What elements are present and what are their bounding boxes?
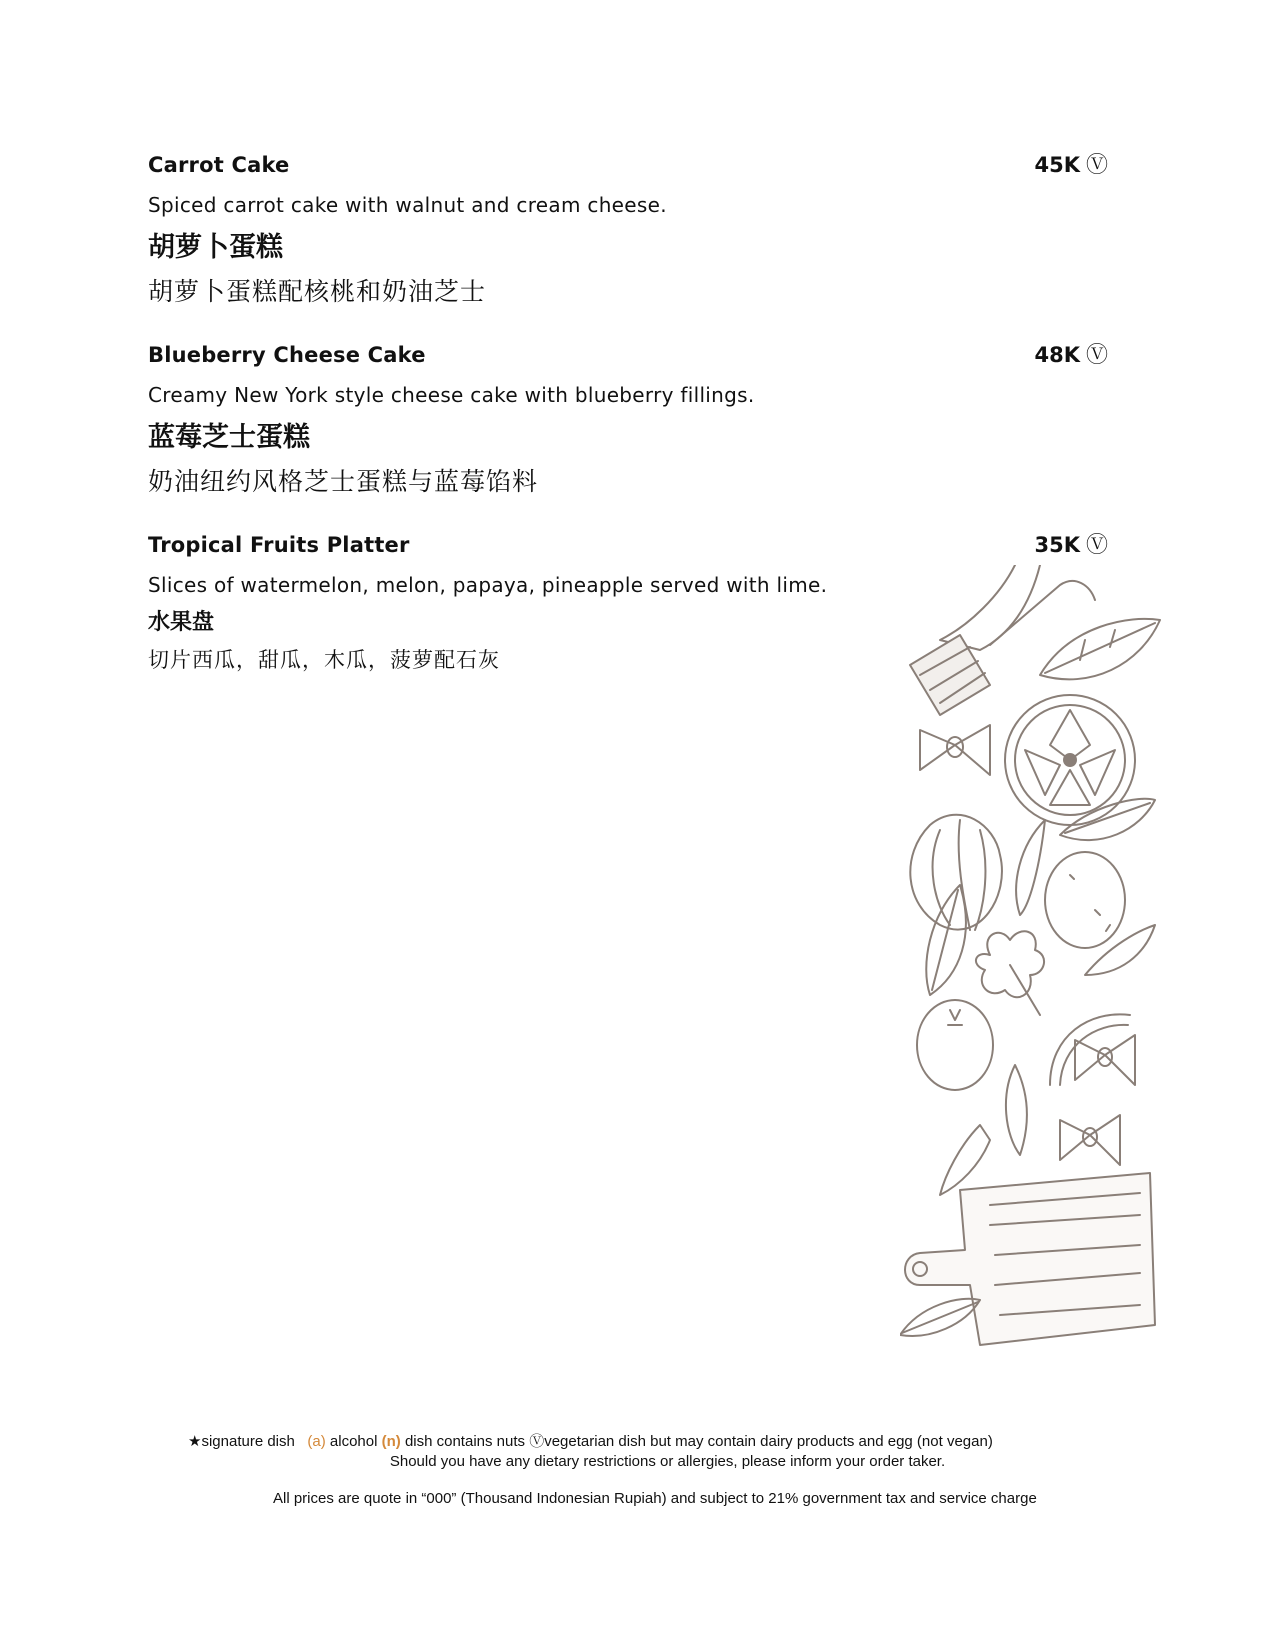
vegetarian-icon: Ⓥ [1085, 343, 1108, 368]
item-name: Tropical Fruits Platter [148, 533, 410, 557]
leaf-icon [1006, 1065, 1027, 1155]
citrus-slice-icon [1005, 695, 1135, 825]
item-chinese-name: 水果盘 [148, 610, 215, 635]
pasta-bow-icon [1060, 1115, 1120, 1165]
leaf-icon [1085, 925, 1155, 975]
item-header [148, 528, 1108, 559]
onion-icon [910, 815, 1002, 930]
legend-nuts-code: (n) [381, 1433, 401, 1450]
item-chinese-name: 胡萝卜蛋糕 [148, 232, 283, 263]
price-value: 48K [1034, 343, 1080, 367]
legend-veg: vegetarian dish but may contain dairy products and egg (not vegan) [544, 1433, 993, 1450]
price-note: All prices are quote in “000” (Thousand Indonesian Rupiah) and subject to 21% government tax and service charge [273, 1490, 1037, 1507]
legend-signature: signature dish [201, 1433, 295, 1450]
menu-item-blueberry-cheese-cake [148, 338, 1108, 498]
legend-alcohol: alcohol [329, 1433, 378, 1450]
menu-item-carrot-cake [148, 148, 1108, 308]
price-value: 45K [1034, 153, 1080, 177]
item-name: Blueberry Cheese Cake [148, 343, 426, 367]
leaf-icon [926, 885, 966, 995]
item-price [1034, 148, 1108, 179]
allergy-note: Should you have any dietary restrictions or allergies, please inform your order taker. [389, 1453, 946, 1470]
pasta-bow-icon [920, 725, 990, 775]
vegetarian-icon: Ⓥ [1085, 153, 1108, 178]
item-description: Spiced carrot cake with walnut and cream cheese. [148, 193, 667, 217]
legend-symbols [188, 1430, 1275, 1451]
item-chinese-name: 蓝莓芝士蛋糕 [148, 422, 310, 453]
item-header [148, 338, 1108, 369]
item-description: Slices of watermelon, melon, papaya, pineapple served with lime. [148, 573, 828, 597]
item-name: Carrot Cake [148, 153, 290, 177]
item-chinese-description: 切片西瓜，甜瓜，木瓜，菠萝配石灰 [148, 648, 500, 672]
cutting-board-icon [905, 1173, 1155, 1345]
item-price [1034, 528, 1108, 559]
item-chinese-description: 奶油纽约风格芝士蛋糕与蓝莓馅料 [148, 467, 539, 496]
pasta-bow-icon [1075, 1035, 1135, 1085]
brush-icon [910, 565, 1095, 715]
food-illustration [900, 565, 1220, 1390]
chili-pepper-icon [940, 1125, 990, 1195]
vegetarian-icon: Ⓥ [1085, 533, 1108, 558]
leaf-icon [1040, 619, 1160, 680]
leaf-icon [900, 1299, 980, 1336]
potato-icon [1045, 852, 1125, 948]
legend-nuts: dish contains nuts [404, 1433, 526, 1450]
tomato-icon [917, 1000, 993, 1090]
parsley-icon [976, 931, 1044, 1015]
item-chinese-description: 胡萝卜蛋糕配核桃和奶油芝士 [148, 277, 487, 306]
star-icon: ★ [188, 1433, 202, 1450]
chili-pepper-icon [1016, 820, 1045, 915]
price-value: 35K [1034, 533, 1080, 557]
legend-alcohol-code: (a) [307, 1433, 326, 1450]
vegetarian-icon: Ⓥ [529, 1433, 545, 1450]
lime-half-icon [1050, 1014, 1130, 1085]
item-price [1034, 338, 1108, 369]
item-header [148, 148, 1108, 179]
item-description: Creamy New York style cheese cake with blueberry fillings. [148, 383, 755, 407]
